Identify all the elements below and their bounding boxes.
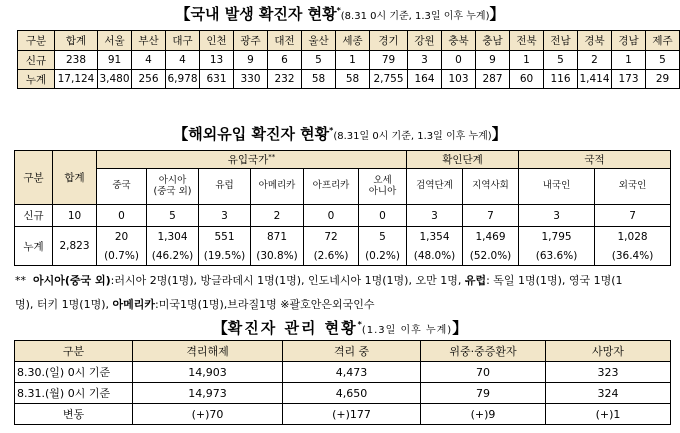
domestic-cell: 17,124 bbox=[55, 70, 98, 89]
overseas-cum-cell: 1,304 bbox=[147, 227, 199, 247]
management-title-star: * bbox=[357, 320, 362, 329]
domestic-cell: 5 bbox=[544, 51, 578, 70]
overseas-col-asia bbox=[147, 169, 199, 205]
management-cell: 4,650 bbox=[283, 383, 421, 404]
overseas-new-cell: 0 bbox=[304, 205, 359, 227]
note-america-text: :미국1명(1명),브라질1명 ※괄호안은외국인수 bbox=[155, 298, 375, 311]
management-cell: 323 bbox=[546, 362, 671, 383]
overseas-note-line1 bbox=[15, 275, 623, 286]
domestic-row bbox=[18, 70, 680, 89]
overseas-title-sub: (8.31일 0시 기준, 1.3일 이후 누계) bbox=[333, 131, 492, 142]
overseas-col-community: 지역사회 bbox=[463, 169, 519, 205]
overseas-cum-cell: 20 bbox=[97, 227, 147, 247]
domestic-cell: 5 bbox=[302, 51, 336, 70]
management-header-cell: 격리해제 bbox=[133, 341, 283, 362]
domestic-table-body bbox=[18, 31, 680, 89]
note-stars: ** bbox=[15, 274, 26, 287]
domestic-cell: 3 bbox=[408, 51, 442, 70]
management-header-cell: 격리 중 bbox=[283, 341, 421, 362]
management-cell: (+)9 bbox=[421, 404, 546, 425]
management-table bbox=[14, 340, 671, 425]
domestic-header-cell: 제주 bbox=[646, 31, 680, 51]
overseas-col-quarantine: 검역단계 bbox=[407, 169, 463, 205]
overseas-title-text: 해외유입 확진자 현황 bbox=[188, 125, 330, 143]
overseas-cum-cell: 551 bbox=[199, 227, 251, 247]
overseas-pct-cell: (48.0%) bbox=[407, 247, 463, 266]
overseas-pct-cell: (0.2%) bbox=[359, 247, 407, 266]
domestic-cell: 58 bbox=[336, 70, 370, 89]
domestic-cell: 1 bbox=[510, 51, 544, 70]
overseas-cum-cell: 1,028 bbox=[595, 227, 671, 247]
domestic-cell: 0 bbox=[442, 51, 476, 70]
management-header-cell: 사망자 bbox=[546, 341, 671, 362]
domestic-cell: 330 bbox=[234, 70, 268, 89]
domestic-cell: 238 bbox=[55, 51, 98, 70]
domestic-cell: 173 bbox=[612, 70, 646, 89]
overseas-pct-cell: (2.6%) bbox=[304, 247, 359, 266]
overseas-new-cell: 7 bbox=[463, 205, 519, 227]
domestic-cell: 9 bbox=[234, 51, 268, 70]
domestic-title-star: * bbox=[336, 6, 341, 15]
overseas-col-europe: 유럽 bbox=[199, 169, 251, 205]
overseas-cum-cell: 871 bbox=[251, 227, 304, 247]
domestic-cell: 58 bbox=[302, 70, 336, 89]
management-row bbox=[15, 404, 671, 425]
domestic-header-cell: 세종 bbox=[336, 31, 370, 51]
domestic-cell: 60 bbox=[510, 70, 544, 89]
domestic-cell: 164 bbox=[408, 70, 442, 89]
overseas-group-confirm: 확인단계 bbox=[407, 151, 519, 169]
domestic-cell: 6,978 bbox=[166, 70, 200, 89]
note-america-label: 아메리카 bbox=[112, 298, 156, 311]
overseas-new-cell: 2 bbox=[251, 205, 304, 227]
domestic-row bbox=[18, 51, 680, 70]
overseas-title-star: * bbox=[329, 126, 334, 135]
domestic-header-cell: 경남 bbox=[612, 31, 646, 51]
overseas-group-country-star: ** bbox=[268, 153, 276, 161]
domestic-title-sub: (8.31 0시 기준, 1.3일 이후 누계) bbox=[340, 11, 490, 22]
management-cell: (+)1 bbox=[546, 404, 671, 425]
management-cell: 70 bbox=[421, 362, 546, 383]
overseas-pct-cell: (36.4%) bbox=[595, 247, 671, 266]
overseas-table bbox=[14, 150, 671, 266]
domestic-header-cell: 경북 bbox=[578, 31, 612, 51]
domestic-title-text: 국내 발생 확진자 현황 bbox=[190, 5, 337, 23]
domestic-header-row bbox=[18, 31, 680, 51]
overseas-new-cell: 0 bbox=[97, 205, 147, 227]
overseas-col-oceania-l2: 아니아 bbox=[368, 185, 397, 197]
overseas-col-america: 아메리카 bbox=[251, 169, 304, 205]
domestic-cell: 232 bbox=[268, 70, 302, 89]
note-line2-a: 명), 터키 1명(1명), bbox=[15, 298, 109, 311]
overseas-pct-cell: (52.0%) bbox=[463, 247, 519, 266]
overseas-col-gubun: 구분 bbox=[15, 151, 53, 205]
overseas-row-new bbox=[15, 205, 671, 227]
overseas-col-oceania-l1: 오세 bbox=[373, 174, 392, 186]
management-cell: (+)177 bbox=[283, 404, 421, 425]
domestic-cell: 1 bbox=[612, 51, 646, 70]
overseas-col-africa: 아프리카 bbox=[304, 169, 359, 205]
note-europe-label: 유럽 bbox=[464, 274, 487, 287]
management-header-cell: 위중·중증환자 bbox=[421, 341, 546, 362]
management-title-sub: (1.3일 이후 누계) bbox=[361, 325, 453, 336]
overseas-new-cell: 3 bbox=[519, 205, 595, 227]
domestic-cell: 13 bbox=[200, 51, 234, 70]
management-row-label: 8.31.(월) 0시 기준 bbox=[15, 383, 133, 404]
overseas-col-china: 중국 bbox=[97, 169, 147, 205]
domestic-cell: 287 bbox=[476, 70, 510, 89]
domestic-header-cell: 충북 bbox=[442, 31, 476, 51]
domestic-cell: 5 bbox=[646, 51, 680, 70]
overseas-title: 【해외유입 확진자 현황*(8.31일 0시 기준, 1.3일 이후 누계)】 bbox=[173, 125, 507, 143]
domestic-cell: 3,480 bbox=[98, 70, 132, 89]
overseas-col-total: 합계 bbox=[53, 151, 97, 205]
overseas-cum-cell: 5 bbox=[359, 227, 407, 247]
domestic-header-cell: 전남 bbox=[544, 31, 578, 51]
domestic-cell: 29 bbox=[646, 70, 680, 89]
overseas-col-asia-l2: (중국 외) bbox=[153, 185, 192, 197]
overseas-col-foreign: 외국인 bbox=[595, 169, 671, 205]
domestic-cell: 256 bbox=[132, 70, 166, 89]
domestic-header-cell: 전북 bbox=[510, 31, 544, 51]
domestic-header-cell: 합계 bbox=[55, 31, 98, 51]
domestic-header-cell: 강원 bbox=[408, 31, 442, 51]
overseas-pct-cell: (46.2%) bbox=[147, 247, 199, 266]
management-header-row bbox=[15, 341, 671, 362]
overseas-group-country bbox=[97, 151, 407, 169]
management-title: 【확진자 관리 현황*(1.3일 이후 누계)】 bbox=[212, 319, 468, 337]
management-row-label: 변동 bbox=[15, 404, 133, 425]
note-europe-text: : 독일 1명(1명), 영국 1명(1 bbox=[486, 274, 623, 287]
overseas-col-asia-l1: 아시아 bbox=[158, 174, 187, 186]
overseas-new-cell: 0 bbox=[359, 205, 407, 227]
domestic-cell: 4 bbox=[166, 51, 200, 70]
domestic-header-cell: 인천 bbox=[200, 31, 234, 51]
overseas-pct-cell: (19.5%) bbox=[199, 247, 251, 266]
management-row bbox=[15, 362, 671, 383]
management-row bbox=[15, 383, 671, 404]
overseas-pct-cell: (30.8%) bbox=[251, 247, 304, 266]
domestic-cell: 4 bbox=[132, 51, 166, 70]
domestic-table bbox=[17, 30, 680, 89]
domestic-cell: 116 bbox=[544, 70, 578, 89]
domestic-header-cell: 대구 bbox=[166, 31, 200, 51]
overseas-row-new-label: 신규 bbox=[15, 205, 53, 227]
overseas-note-line2 bbox=[15, 299, 375, 310]
overseas-new-cell: 3 bbox=[407, 205, 463, 227]
overseas-pct-cell: (0.7%) bbox=[97, 247, 147, 266]
domestic-header-cell: 충남 bbox=[476, 31, 510, 51]
overseas-pct-cell: (63.6%) bbox=[519, 247, 595, 266]
management-cell: 4,473 bbox=[283, 362, 421, 383]
overseas-group-country-label: 유입국가 bbox=[227, 154, 269, 166]
overseas-new-cell: 7 bbox=[595, 205, 671, 227]
domestic-cell: 6 bbox=[268, 51, 302, 70]
domestic-cell: 2,755 bbox=[370, 70, 408, 89]
overseas-col-oceania bbox=[359, 169, 407, 205]
management-title-text: 확진자 관리 현황 bbox=[227, 319, 358, 337]
domestic-cell: 79 bbox=[370, 51, 408, 70]
domestic-cell: 631 bbox=[200, 70, 234, 89]
management-header-cell: 구분 bbox=[15, 341, 133, 362]
domestic-header-cell: 울산 bbox=[302, 31, 336, 51]
domestic-header-cell: 경기 bbox=[370, 31, 408, 51]
management-row-label: 8.30.(일) 0시 기준 bbox=[15, 362, 133, 383]
domestic-cell: 1,414 bbox=[578, 70, 612, 89]
overseas-row-cum bbox=[15, 227, 671, 247]
domestic-title: 【국내 발생 확진자 현황*(8.31 0시 기준, 1.3일 이후 누계)】 bbox=[175, 5, 505, 23]
management-cell: (+)70 bbox=[133, 404, 283, 425]
overseas-col-korean: 내국인 bbox=[519, 169, 595, 205]
overseas-new-cell: 3 bbox=[199, 205, 251, 227]
overseas-new-cell: 10 bbox=[53, 205, 97, 227]
domestic-cell: 91 bbox=[98, 51, 132, 70]
domestic-header-cell: 서울 bbox=[98, 31, 132, 51]
management-cell: 14,973 bbox=[133, 383, 283, 404]
overseas-cum-cell: 1,795 bbox=[519, 227, 595, 247]
management-cell: 79 bbox=[421, 383, 546, 404]
domestic-header-cell: 부산 bbox=[132, 31, 166, 51]
overseas-new-cell: 5 bbox=[147, 205, 199, 227]
domestic-cell: 9 bbox=[476, 51, 510, 70]
overseas-cum-cell: 1,469 bbox=[463, 227, 519, 247]
domestic-cell: 1 bbox=[336, 51, 370, 70]
overseas-row-pct bbox=[15, 247, 671, 266]
overseas-row-cum-label: 누계 bbox=[15, 227, 53, 266]
overseas-cum-cell: 1,354 bbox=[407, 227, 463, 247]
domestic-header-cell: 대전 bbox=[268, 31, 302, 51]
domestic-cell: 2 bbox=[578, 51, 612, 70]
domestic-row-label: 누계 bbox=[18, 70, 55, 89]
domestic-header-cell: 광주 bbox=[234, 31, 268, 51]
domestic-row-label: 신규 bbox=[18, 51, 55, 70]
management-table-body bbox=[15, 341, 671, 425]
overseas-group-nation: 국적 bbox=[519, 151, 671, 169]
note-asia-text: :러시아 2명(1명), 방글라데시 1명(1명), 인도네시아 1명(1명), 오만 1명, bbox=[110, 274, 462, 287]
overseas-cum-cell: 72 bbox=[304, 227, 359, 247]
management-cell: 14,903 bbox=[133, 362, 283, 383]
management-cell: 324 bbox=[546, 383, 671, 404]
domestic-cell: 103 bbox=[442, 70, 476, 89]
overseas-row-cum-total: 2,823 bbox=[53, 227, 97, 266]
domestic-header-cell: 구분 bbox=[18, 31, 55, 51]
note-asia-label: 아시아(중국 외) bbox=[33, 274, 111, 287]
